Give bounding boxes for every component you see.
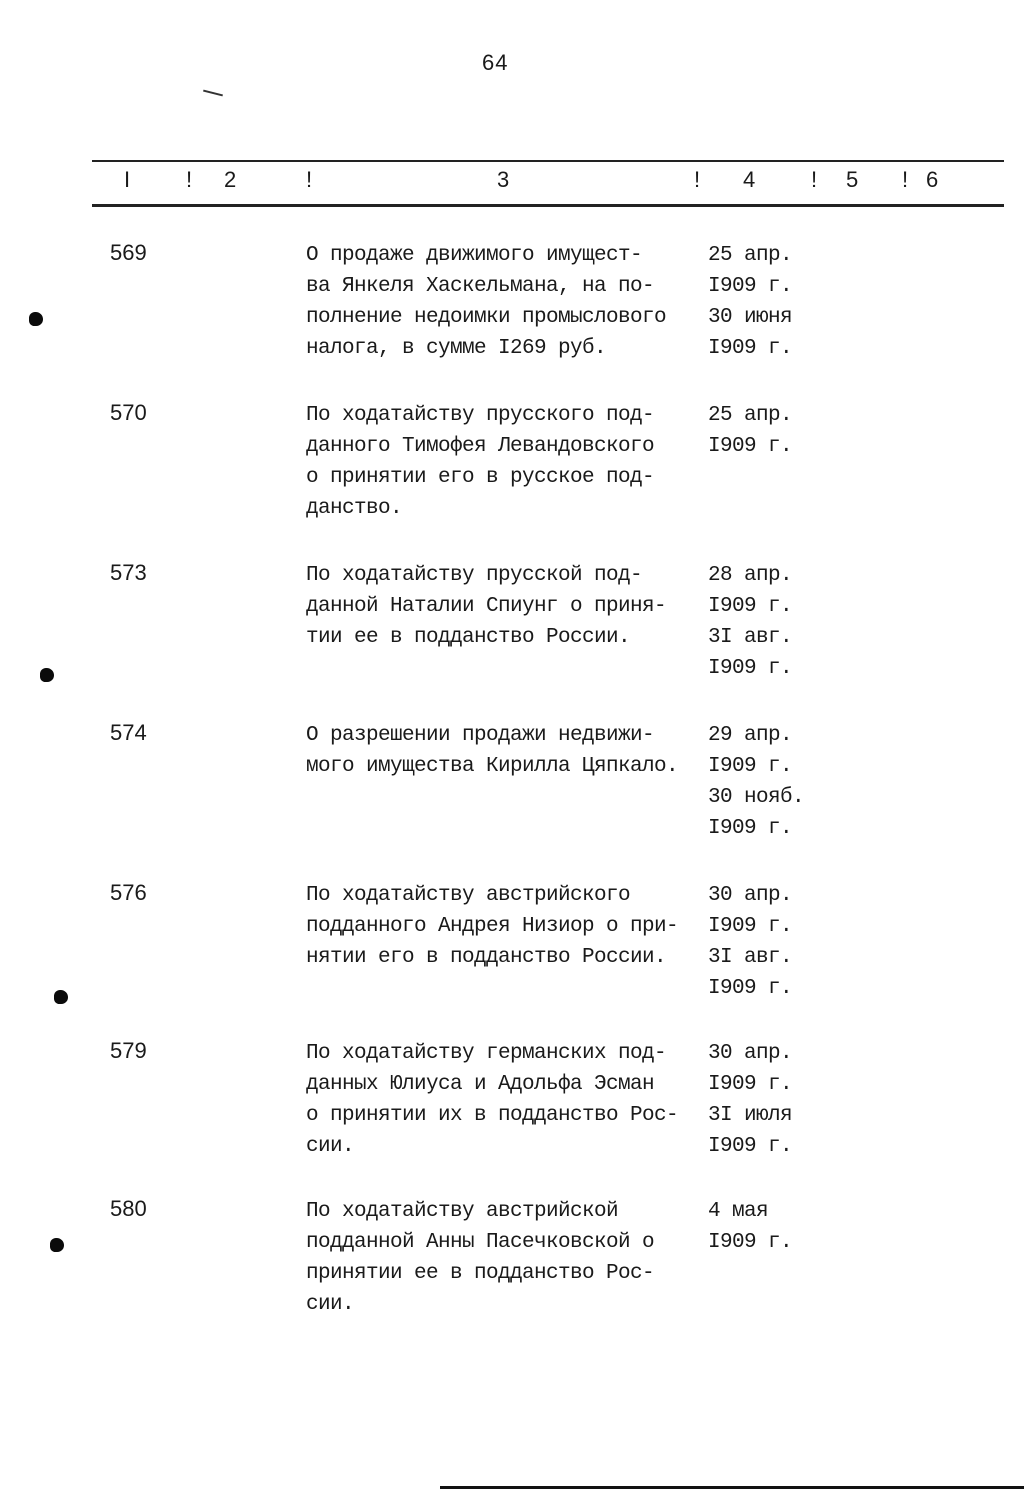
- date-line: 30 апр.: [708, 1042, 793, 1065]
- date-line: I909 г.: [708, 977, 793, 1000]
- date-line: 3I авг.: [708, 626, 793, 649]
- date-line: I909 г.: [708, 657, 793, 680]
- column-header-6: 6: [926, 167, 939, 192]
- entry-description: [306, 240, 706, 364]
- description-line: данной Наталии Спиунг о приня-: [306, 595, 667, 618]
- date-line: I909 г.: [708, 1135, 793, 1158]
- description-line: сии.: [306, 1135, 355, 1158]
- column-separator: !: [694, 167, 701, 192]
- description-line: мого имущества Кирилла Цяпкало.: [306, 755, 679, 778]
- description-line: подданного Андрея Низиор о при-: [306, 915, 679, 938]
- entry-dates: [708, 400, 828, 462]
- column-header-3: 3: [497, 167, 510, 192]
- date-line: I909 г.: [708, 1231, 793, 1254]
- date-line: I909 г.: [708, 275, 793, 298]
- date-line: 30 июня: [708, 306, 793, 329]
- entry-description: [306, 400, 706, 524]
- date-line: 29 апр.: [708, 724, 793, 747]
- column-header-4: 4: [743, 167, 756, 192]
- date-line: 4 мая: [708, 1200, 769, 1223]
- entry-dates: [708, 1038, 828, 1162]
- entry-description: [306, 560, 706, 653]
- column-separator: !: [811, 167, 818, 192]
- description-line: подданной Анны Пасечковской о: [306, 1231, 655, 1254]
- page-number: 64: [482, 50, 509, 75]
- description-line: данных Юлиуса и Адольфа Эсман: [306, 1073, 655, 1096]
- column-header-2: 2: [224, 167, 237, 192]
- description-line: принятии ее в подданство Рос-: [306, 1262, 655, 1285]
- date-line: I909 г.: [708, 435, 793, 458]
- description-line: данного Тимофея Левандовского: [306, 435, 655, 458]
- entry-dates: [708, 880, 828, 1004]
- punch-hole-mark: [50, 1238, 64, 1252]
- entry-description: [306, 880, 706, 973]
- date-line: I909 г.: [708, 1073, 793, 1096]
- entry-dates: [708, 720, 828, 844]
- entry-description: [306, 720, 706, 782]
- stray-ink-mark: [203, 90, 223, 97]
- date-line: I909 г.: [708, 337, 793, 360]
- description-line: данство.: [306, 497, 403, 520]
- date-line: I909 г.: [708, 817, 793, 840]
- entry-dates: [708, 1196, 828, 1258]
- description-line: ва Янкеля Хаскельмана, на по-: [306, 275, 655, 298]
- column-separator: !: [902, 167, 909, 192]
- entry-dates: [708, 560, 828, 684]
- entry-description: [306, 1038, 706, 1162]
- date-line: I909 г.: [708, 595, 793, 618]
- entry-description: [306, 1196, 706, 1320]
- description-line: По ходатайству австрийского: [306, 884, 631, 907]
- entry-number: 573: [110, 560, 147, 585]
- description-line: О разрешении продажи недвижи-: [306, 724, 655, 747]
- description-line: сии.: [306, 1293, 355, 1316]
- bottom-edge-rule: [440, 1486, 1024, 1489]
- description-line: полнение недоимки промыслового: [306, 306, 667, 329]
- entry-number: 579: [110, 1038, 147, 1063]
- description-line: нятии его в подданство России.: [306, 946, 667, 969]
- column-header-1: I: [124, 167, 131, 192]
- date-line: 28 апр.: [708, 564, 793, 587]
- description-line: о принятии их в подданство Рос-: [306, 1104, 679, 1127]
- table-header: [0, 167, 1024, 197]
- description-line: о принятии его в русское под-: [306, 466, 655, 489]
- description-line: По ходатайству германских под-: [306, 1042, 667, 1065]
- date-line: 30 нояб.: [708, 786, 805, 809]
- description-line: тии ее в подданство России.: [306, 626, 631, 649]
- date-line: 25 апр.: [708, 244, 793, 267]
- column-separator: !: [306, 167, 313, 192]
- date-line: 25 апр.: [708, 404, 793, 427]
- description-line: налога, в сумме I269 руб.: [306, 337, 607, 360]
- description-line: По ходатайству прусской под-: [306, 564, 643, 587]
- date-line: 30 апр.: [708, 884, 793, 907]
- entry-dates: [708, 240, 828, 364]
- column-separator: !: [186, 167, 193, 192]
- entry-number: 580: [110, 1196, 147, 1221]
- entry-number: 576: [110, 880, 147, 905]
- table-header-top-rule: [92, 160, 1004, 162]
- punch-hole-mark: [29, 312, 43, 326]
- entry-number: 570: [110, 400, 147, 425]
- date-line: I909 г.: [708, 915, 793, 938]
- date-line: 3I авг.: [708, 946, 793, 969]
- punch-hole-mark: [54, 990, 68, 1004]
- date-line: 3I июля: [708, 1104, 793, 1127]
- date-line: I909 г.: [708, 755, 793, 778]
- punch-hole-mark: [40, 668, 54, 682]
- table-header-bottom-rule: [92, 204, 1004, 207]
- column-header-5: 5: [846, 167, 859, 192]
- entry-number: 574: [110, 720, 147, 745]
- entry-number: 569: [110, 240, 147, 265]
- description-line: По ходатайству австрийской: [306, 1200, 619, 1223]
- description-line: О продаже движимого имущест-: [306, 244, 643, 267]
- description-line: По ходатайству прусского под-: [306, 404, 655, 427]
